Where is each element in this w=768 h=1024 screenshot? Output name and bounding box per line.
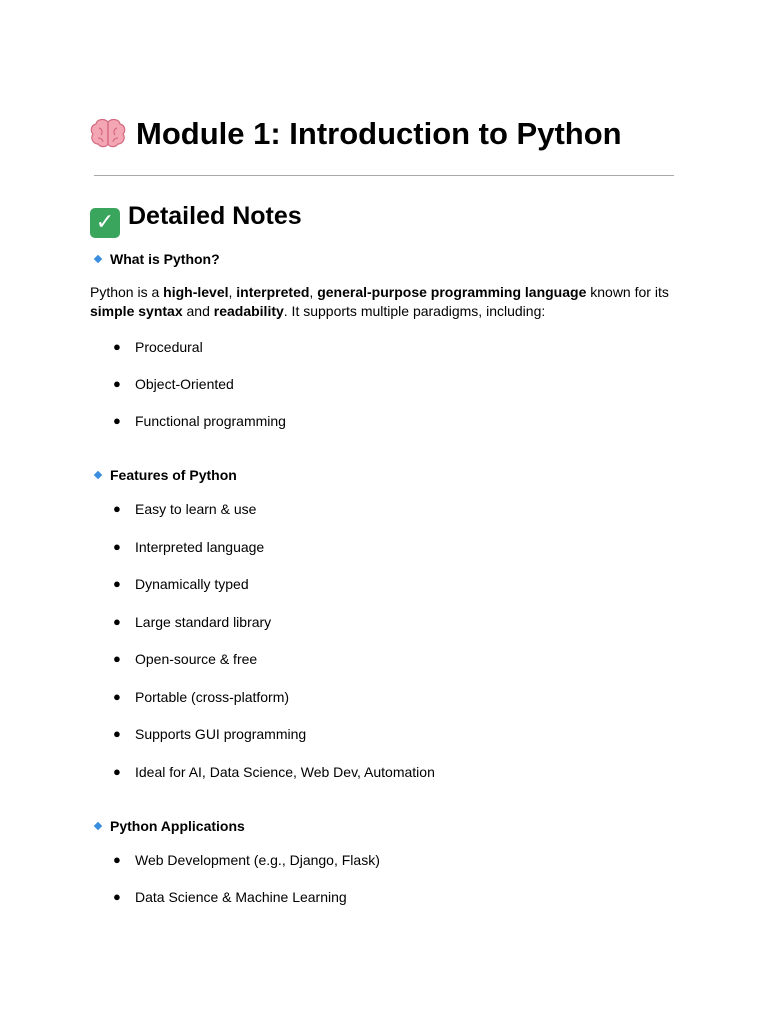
list-item-text: Ideal for AI, Data Science, Web Dev, Automation [135,763,435,780]
paragraph-text: Python is a [90,284,164,300]
paragraph-text: , [309,284,318,300]
paragraph-bold: general-purpose programming language [317,284,587,300]
bullet: ● [113,889,121,904]
list-item-text: Portable (cross-platform) [135,689,290,705]
paragraph-text: . It supports multiple paradigms, including: [283,303,546,319]
subheading-text: Features of Python [110,467,237,483]
list-item-text: Functional programming [135,413,286,429]
subheading-text: Python Applications [110,818,245,834]
bullet: ● [113,538,121,554]
list-item-text: Procedural [135,339,203,355]
brain-icon [90,118,126,148]
check-mark-icon: ✓ [90,208,120,238]
list-item-text: Easy to learn & use [135,501,257,517]
bullet: ● [113,763,121,779]
bullet: ● [113,689,121,704]
paragraph-text: known for its [586,284,669,300]
bullet: ● [113,376,121,391]
bullet: ● [113,339,121,354]
list-item-text: Web Development (e.g., Django, Flask) [135,852,380,868]
subheading-features [95,465,237,485]
blue-diamond-icon [94,255,102,263]
bullet: ● [113,726,121,741]
section-heading-text: Detailed Notes [128,202,302,230]
section-heading [90,199,302,238]
list-item-text: Supports GUI programming [135,726,307,742]
list-item-text: Large standard library [135,613,272,630]
bullet: ● [113,413,121,428]
paragraph-bold: readability [213,303,284,319]
paragraph-text: , [228,284,237,300]
paragraph-bold: high-level [163,284,229,300]
bullet: ● [113,651,121,666]
subheading-text: What is Python? [110,251,220,267]
page-title-text: Module 1: Introduction to Python [136,116,622,151]
bullet: ● [113,613,121,629]
bullet: ● [113,852,121,867]
list-item-text: Data Science & Machine Learning [135,889,347,905]
paragraph-text: and [182,303,214,319]
intro-paragraph [90,283,690,321]
page-title [90,114,622,154]
list-item-text: Interpreted language [135,538,265,555]
paragraph-bold: simple syntax [90,303,183,319]
blue-diamond-icon [94,471,102,479]
list-item-text: Open-source & free [135,651,258,667]
blue-diamond-icon [94,822,102,830]
bullet: ● [113,576,121,591]
bullet: ● [113,501,121,516]
subheading-applications [95,816,245,836]
subheading-what-is-python [95,249,220,269]
list-item-text: Object-Oriented [135,376,234,392]
paragraph-bold: interpreted [236,284,310,300]
horizontal-divider [94,175,674,176]
list-item-text: Dynamically typed [135,576,249,592]
